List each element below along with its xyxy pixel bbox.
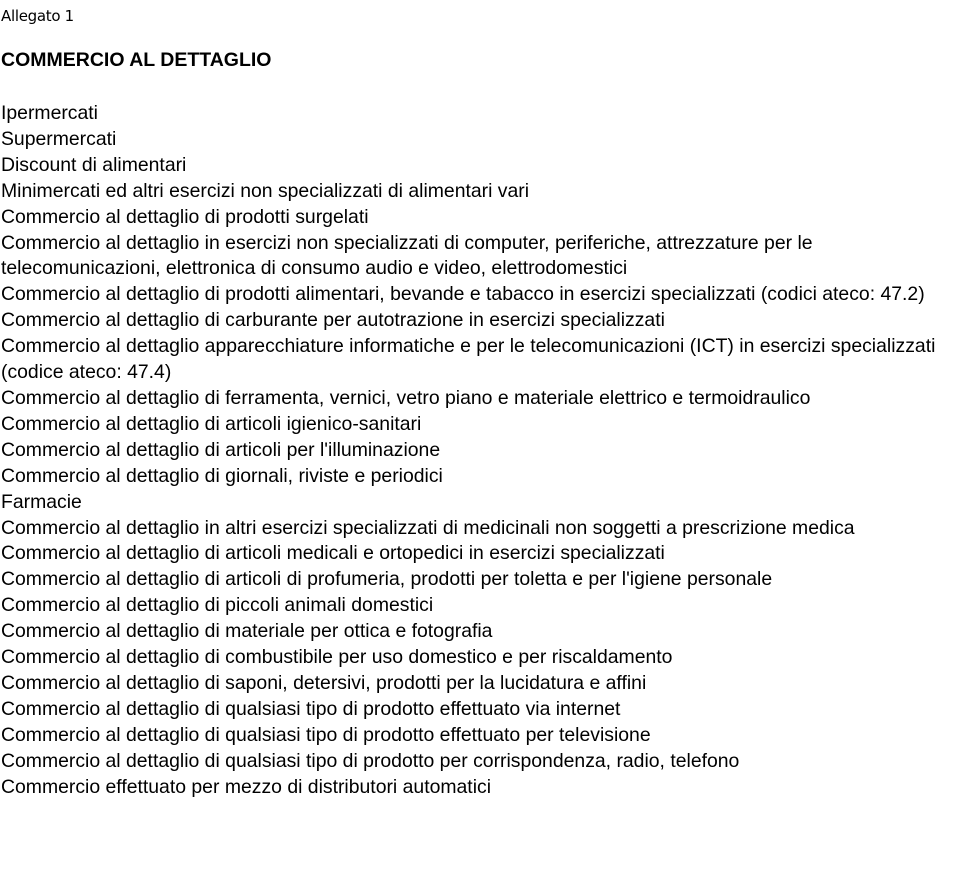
list-item: Commercio al dettaglio di piccoli animali domestici	[1, 594, 434, 617]
list-item: Commercio al dettaglio di qualsiasi tipo di prodotto effettuato via internet	[1, 697, 621, 720]
list-item: Commercio al dettaglio di combustibile per uso domestico e per riscaldamento	[1, 646, 673, 669]
list-item: Commercio al dettaglio di articoli igienico-sanitari	[1, 412, 422, 435]
list-item: Commercio al dettaglio di saponi, detersivi, prodotti per la lucidatura e affini	[1, 671, 647, 694]
list-item: Minimercati ed altri esercizi non specializzati di alimentari vari	[1, 179, 530, 202]
document-title: COMMERCIO AL DETTAGLIO	[1, 49, 272, 71]
list-item: Farmacie	[1, 490, 82, 513]
list-item: Commercio al dettaglio di articoli per l'illuminazione	[1, 438, 441, 461]
list-item: Commercio al dettaglio in altri esercizi specializzati di medicinali non soggetti a prescrizione medica	[1, 516, 855, 539]
list-item: Commercio al dettaglio di qualsiasi tipo di prodotto effettuato per televisione	[1, 723, 651, 746]
list-item: Commercio al dettaglio di qualsiasi tipo di prodotto per corrispondenza, radio, telefono	[1, 749, 740, 772]
list-item: Commercio al dettaglio di prodotti surgelati	[1, 205, 369, 228]
list-item: Commercio al dettaglio in esercizi non specializzati di computer, periferiche, attrezzature per le telecomunicazioni, elettronica di consumo audio e video, elettrodomestici	[1, 231, 813, 280]
list-item: Supermercati	[1, 127, 117, 150]
list-item: Commercio al dettaglio apparecchiature informatiche e per le telecomunicazioni (ICT) in esercizi specializzati (codice ateco: 47.4)	[1, 335, 936, 384]
list-item: Commercio effettuato per mezzo di distributori automatici	[1, 775, 492, 798]
list-item: Commercio al dettaglio di materiale per ottica e fotografia	[1, 620, 493, 643]
list-item: Discount di alimentari	[1, 153, 187, 176]
activity-list	[0, 101, 968, 800]
list-item: Ipermercati	[1, 102, 98, 124]
annex-label: Allegato 1	[1, 7, 74, 25]
list-item: Commercio al dettaglio di carburante per autotrazione in esercizi specializzati	[1, 309, 665, 332]
list-item: Commercio al dettaglio di ferramenta, vernici, vetro piano e materiale elettrico e termoidraulico	[1, 386, 811, 409]
list-item: Commercio al dettaglio di giornali, riviste e periodici	[1, 464, 443, 487]
list-item: Commercio al dettaglio di prodotti alimentari, bevande e tabacco in esercizi specializzati (codici ateco: 47.2)	[1, 283, 925, 306]
list-item: Commercio al dettaglio di articoli di profumeria, prodotti per toletta e per l'igiene personale	[1, 568, 773, 591]
list-item: Commercio al dettaglio di articoli medicali e ortopedici in esercizi specializzati	[1, 542, 665, 565]
